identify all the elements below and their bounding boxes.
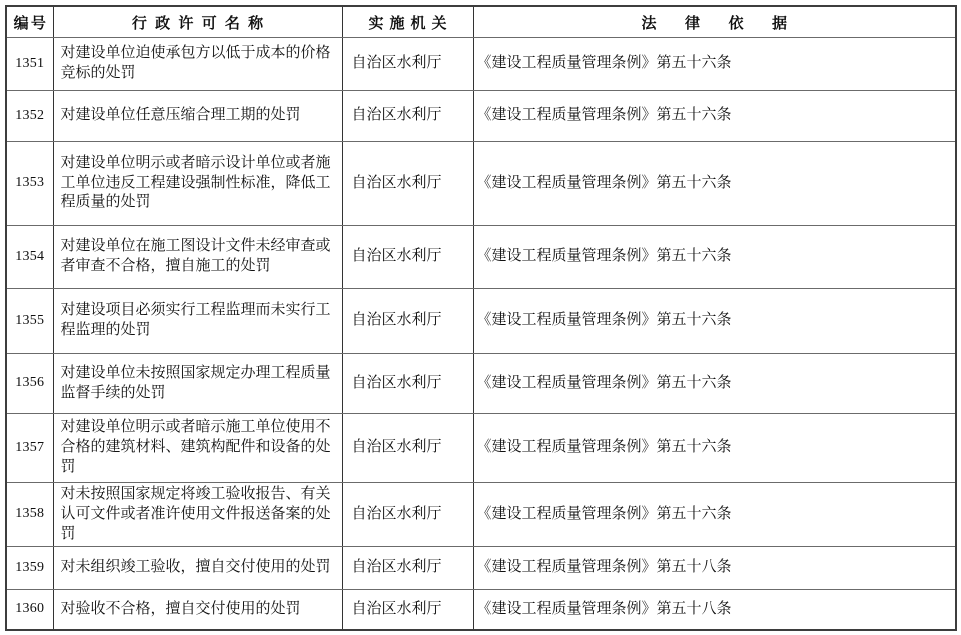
table-header: [6, 6, 956, 38]
legal-basis-cell: 《建设工程质量管理条例》第五十八条: [473, 547, 956, 590]
license-name-cell: 对建设单位任意压缩合理工期的处罚: [53, 91, 342, 142]
header-legal-basis-label: 法律依据: [473, 6, 956, 38]
table-row: [6, 142, 956, 226]
row-id-cell: 1360: [6, 590, 53, 630]
header-id-label: 编号: [6, 6, 53, 38]
row-id-cell: 1358: [6, 483, 53, 547]
legal-basis-cell: 《建设工程质量管理条例》第五十六条: [473, 226, 956, 289]
header-agency-label: 实施机关: [342, 6, 473, 38]
license-name-cell: 对未组织竣工验收，擅自交付使用的处罚: [53, 547, 342, 590]
table-body: [6, 38, 956, 630]
agency-cell: 自治区水利厅: [342, 590, 473, 630]
license-name-cell: 对建设单位明示或者暗示施工单位使用不合格的建筑材料、建筑构配件和设备的处罚: [53, 414, 342, 483]
row-id-cell: 1356: [6, 354, 53, 414]
table-row: [6, 414, 956, 483]
agency-cell: 自治区水利厅: [342, 38, 473, 91]
agency-cell: 自治区水利厅: [342, 289, 473, 354]
legal-basis-cell: 《建设工程质量管理条例》第五十六条: [473, 289, 956, 354]
license-name-cell: 对建设单位迫使承包方以低于成本的价格竞标的处罚: [53, 38, 342, 91]
row-id-cell: 1353: [6, 142, 53, 226]
agency-cell: 自治区水利厅: [342, 354, 473, 414]
row-id-cell: 1354: [6, 226, 53, 289]
license-name-cell: 对建设项目必须实行工程监理而未实行工程监理的处罚: [53, 289, 342, 354]
license-name-cell: 对建设单位在施工图设计文件未经审查或者审查不合格，擅自施工的处罚: [53, 226, 342, 289]
legal-basis-cell: 《建设工程质量管理条例》第五十六条: [473, 483, 956, 547]
agency-cell: 自治区水利厅: [342, 142, 473, 226]
row-id-cell: 1357: [6, 414, 53, 483]
row-id-cell: 1352: [6, 91, 53, 142]
legal-basis-cell: 《建设工程质量管理条例》第五十六条: [473, 91, 956, 142]
license-name-cell: 对建设单位未按照国家规定办理工程质量监督手续的处罚: [53, 354, 342, 414]
table-row: [6, 226, 956, 289]
license-name-cell: 对验收不合格，擅自交付使用的处罚: [53, 590, 342, 630]
row-id-cell: 1359: [6, 547, 53, 590]
legal-basis-cell: 《建设工程质量管理条例》第五十六条: [473, 414, 956, 483]
table-row: [6, 91, 956, 142]
legal-basis-cell: 《建设工程质量管理条例》第五十六条: [473, 142, 956, 226]
table-row: [6, 483, 956, 547]
agency-cell: 自治区水利厅: [342, 414, 473, 483]
license-name-cell: 对建设单位明示或者暗示设计单位或者施工单位违反工程建设强制性标准，降低工程质量的处罚: [53, 142, 342, 226]
agency-cell: 自治区水利厅: [342, 547, 473, 590]
admin-license-table: [5, 5, 957, 631]
legal-basis-cell: 《建设工程质量管理条例》第五十八条: [473, 590, 956, 630]
legal-basis-cell: 《建设工程质量管理条例》第五十六条: [473, 38, 956, 91]
table-row: [6, 38, 956, 91]
agency-cell: 自治区水利厅: [342, 483, 473, 547]
header-row: [6, 6, 956, 38]
table-row: [6, 590, 956, 630]
header-license-name-label: 行政许可名称: [53, 6, 342, 38]
row-id-cell: 1355: [6, 289, 53, 354]
agency-cell: 自治区水利厅: [342, 226, 473, 289]
table-row: [6, 289, 956, 354]
table-row: [6, 547, 956, 590]
table-row: [6, 354, 956, 414]
row-id-cell: 1351: [6, 38, 53, 91]
legal-basis-cell: 《建设工程质量管理条例》第五十六条: [473, 354, 956, 414]
license-name-cell: 对未按照国家规定将竣工验收报告、有关认可文件或者准许使用文件报送备案的处罚: [53, 483, 342, 547]
agency-cell: 自治区水利厅: [342, 91, 473, 142]
